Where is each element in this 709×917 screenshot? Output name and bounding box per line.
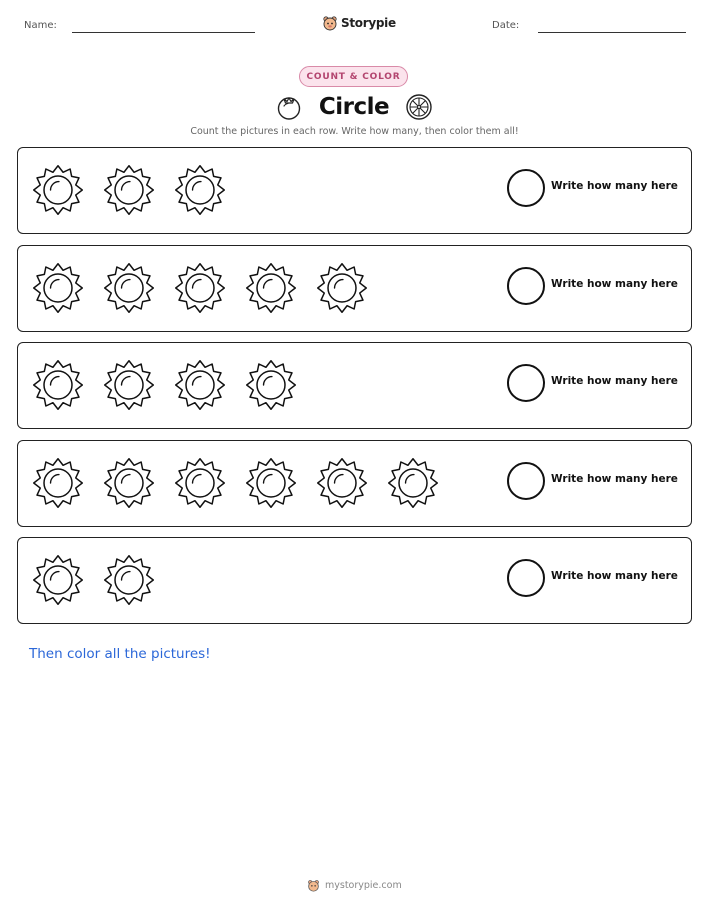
name-write-line[interactable] — [72, 32, 255, 33]
count-color-badge: COUNT & COLOR — [299, 66, 408, 87]
color-instruction: Then color all the pictures! — [29, 646, 211, 662]
citrus-slice-icon — [405, 93, 433, 121]
count-row — [17, 245, 692, 332]
sun-icon — [243, 357, 299, 413]
footer-url: mystorypie.com — [325, 880, 402, 891]
page-title: Circle — [318, 94, 390, 120]
answer-label: Write how many here — [551, 180, 678, 192]
count-row — [17, 537, 692, 624]
sun-icon — [101, 552, 157, 608]
sun-icon — [30, 552, 86, 608]
storypie-mascot-icon — [307, 879, 320, 892]
answer-circle[interactable] — [507, 169, 545, 207]
sun-icon — [314, 455, 370, 511]
sun-icon — [172, 260, 228, 316]
count-row — [17, 342, 692, 429]
tomato-icon — [275, 93, 303, 121]
answer-circle[interactable] — [507, 462, 545, 500]
sun-icon — [243, 455, 299, 511]
answer-label: Write how many here — [551, 375, 678, 387]
sun-icon — [30, 162, 86, 218]
answer-label: Write how many here — [551, 277, 678, 290]
sun-icon — [101, 260, 157, 316]
sun-icon — [101, 357, 157, 413]
sun-icon — [30, 357, 86, 413]
brand-name: Storypie — [341, 16, 396, 30]
answer-circle[interactable] — [507, 559, 545, 597]
date-label: Date: — [492, 20, 520, 31]
sun-icon — [172, 357, 228, 413]
sun-icon — [30, 455, 86, 511]
storypie-mascot-icon — [322, 15, 338, 31]
instructions: Count the pictures in each row. Write how many, then color them all! — [190, 126, 519, 137]
brand-logo — [322, 13, 396, 33]
count-row — [17, 147, 692, 234]
sun-icon — [314, 260, 370, 316]
sun-icon — [172, 162, 228, 218]
sun-icon — [385, 455, 441, 511]
name-label: Name: — [24, 20, 57, 31]
answer-circle[interactable] — [507, 364, 545, 402]
count-row — [17, 440, 692, 527]
answer-label: Write how many here — [551, 472, 678, 485]
date-write-line[interactable] — [538, 32, 686, 33]
sun-icon — [243, 260, 299, 316]
answer-circle[interactable] — [507, 267, 545, 305]
sun-icon — [101, 162, 157, 218]
sun-icon — [101, 455, 157, 511]
sun-icon — [30, 260, 86, 316]
sun-icon — [172, 455, 228, 511]
footer-site — [307, 879, 402, 892]
title-block — [270, 90, 440, 124]
answer-label: Write how many here — [551, 570, 678, 582]
